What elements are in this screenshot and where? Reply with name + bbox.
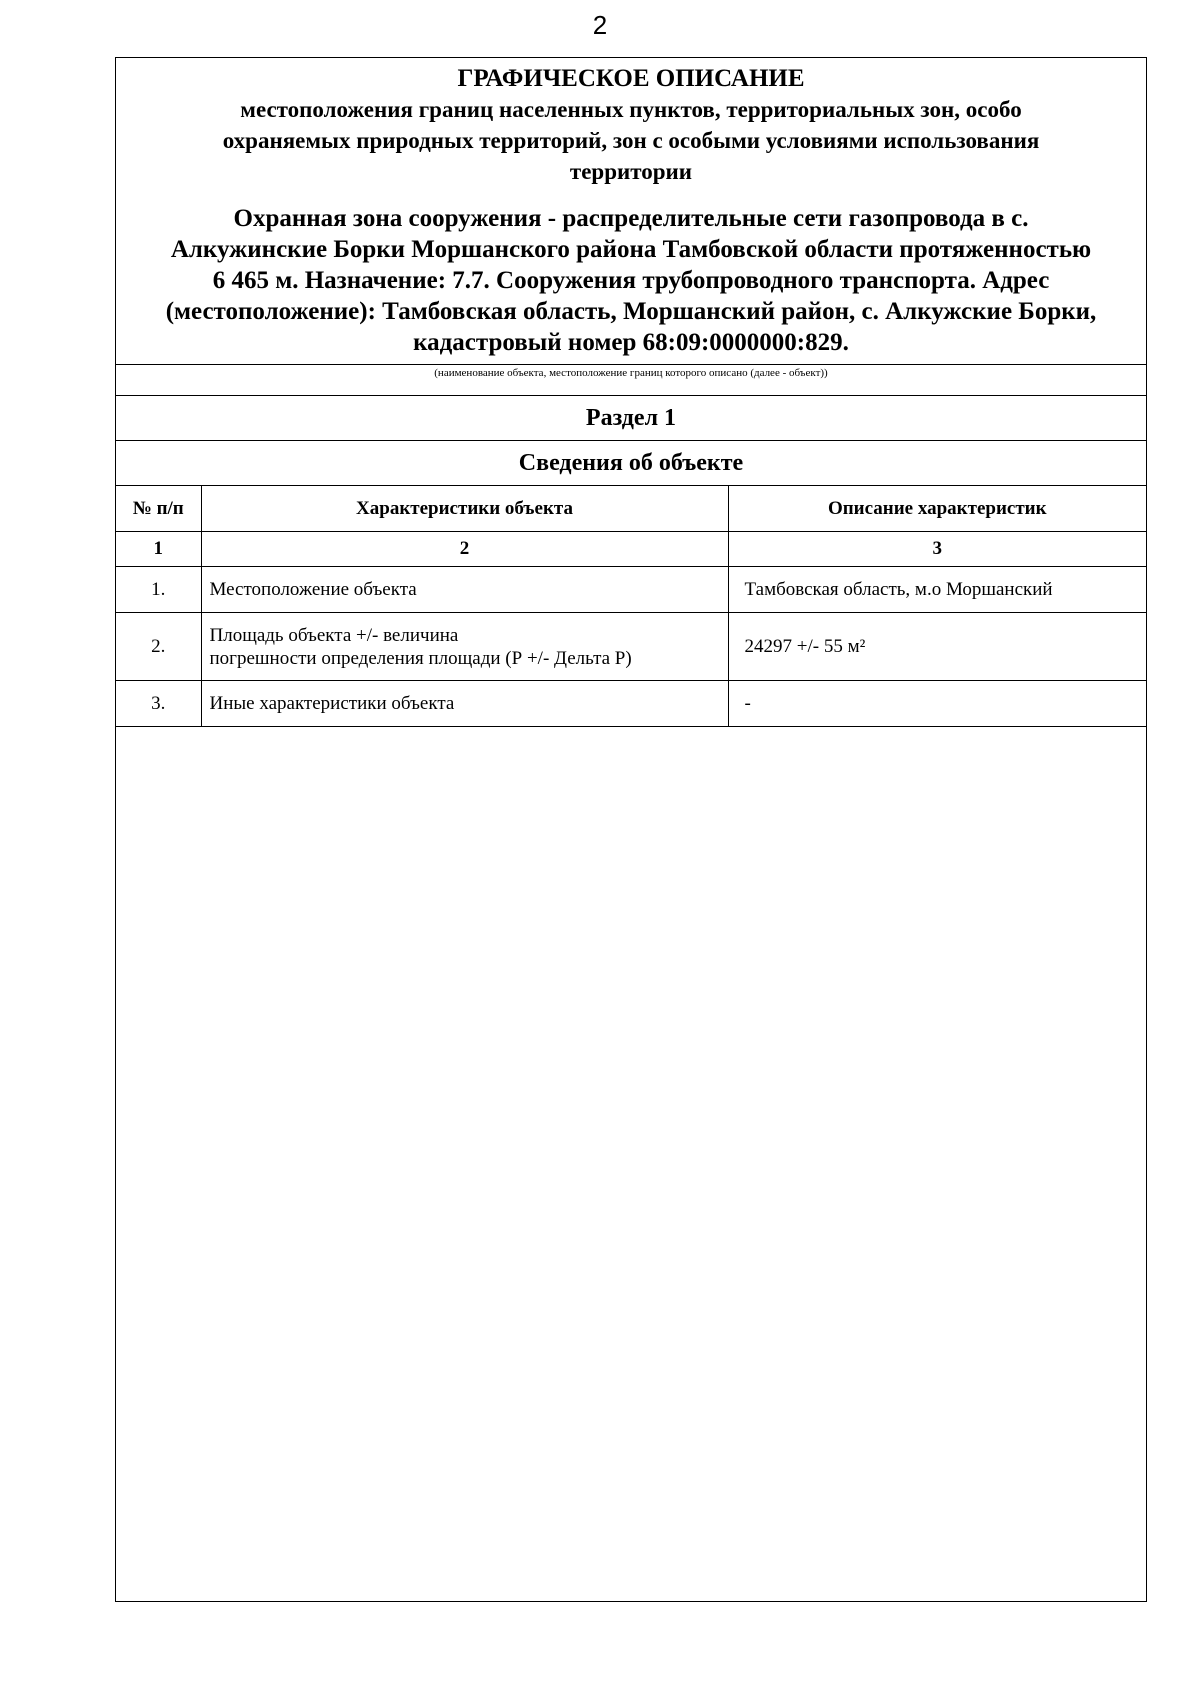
row-index: 1. (116, 567, 201, 613)
row-description: - (728, 681, 1146, 727)
column-number-3: 3 (728, 532, 1146, 567)
table-row (116, 681, 1146, 727)
column-header-description: Описание характеристик (728, 486, 1146, 532)
column-number-1: 1 (116, 532, 201, 567)
document-sheet (115, 57, 1147, 1602)
column-header-number: № п/п (116, 486, 201, 532)
column-number-2: 2 (201, 532, 728, 567)
object-name-line-5: кадастровый номер 68:09:0000000:829. (413, 329, 849, 356)
object-name-line-2: Алкужинские Борки Моршанского района Тамбовской области протяженностью (170, 236, 1092, 263)
object-name-line-1: Охранная зона сооружения - распределительные сети газопровода в с. (233, 205, 1029, 232)
row-index: 3. (116, 681, 201, 727)
row-characteristic-line: Площадь объекта +/- величина (209, 624, 459, 646)
row-description: Тамбовская область, м.о Моршанский (728, 567, 1146, 613)
document-subtitle-line-1: местоположения границ населенных пунктов, территориальных зон, особо (240, 97, 1022, 122)
row-characteristic (201, 567, 728, 613)
row-characteristic-line: Иные характеристики объекта (209, 693, 455, 714)
document-subtitle-line-3: территории (569, 159, 693, 184)
table-header-row (116, 486, 1146, 532)
document-subtitle-line-2: охраняемых природных территорий, зон с особыми условиями использования (222, 128, 1040, 153)
section-subtitle: Сведения об объекте (116, 440, 1146, 485)
object-caption: (наименование объекта, местоположение границ которого описано (далее - объект)) (116, 364, 1146, 395)
section-title: Раздел 1 (116, 395, 1146, 440)
document-title: ГРАФИЧЕСКОЕ ОПИСАНИЕ (457, 65, 805, 92)
row-characteristic (201, 681, 728, 727)
object-info-table (116, 485, 1146, 727)
title-block (116, 58, 1146, 187)
row-characteristic (201, 613, 728, 681)
row-index: 2. (116, 613, 201, 681)
row-description: 24297 +/- 55 м² (728, 613, 1146, 681)
object-name (116, 187, 1146, 364)
object-name-line-3: 6 465 м. Назначение: 7.7. Сооружения трубопроводного транспорта. Адрес (212, 267, 1050, 294)
row-characteristic-line: погрешности определения площади (Р +/- Дельта Р) (209, 647, 632, 669)
table-row (116, 613, 1146, 681)
page-number: 2 (592, 10, 608, 40)
table-row (116, 567, 1146, 613)
object-name-line-4: (местоположение): Тамбовская область, Моршанский район, с. Алкужские Борки, (165, 298, 1097, 325)
column-number-row (116, 532, 1146, 567)
row-characteristic-line: Местоположение объекта (209, 579, 417, 600)
column-header-characteristic: Характеристики объекта (201, 486, 728, 532)
